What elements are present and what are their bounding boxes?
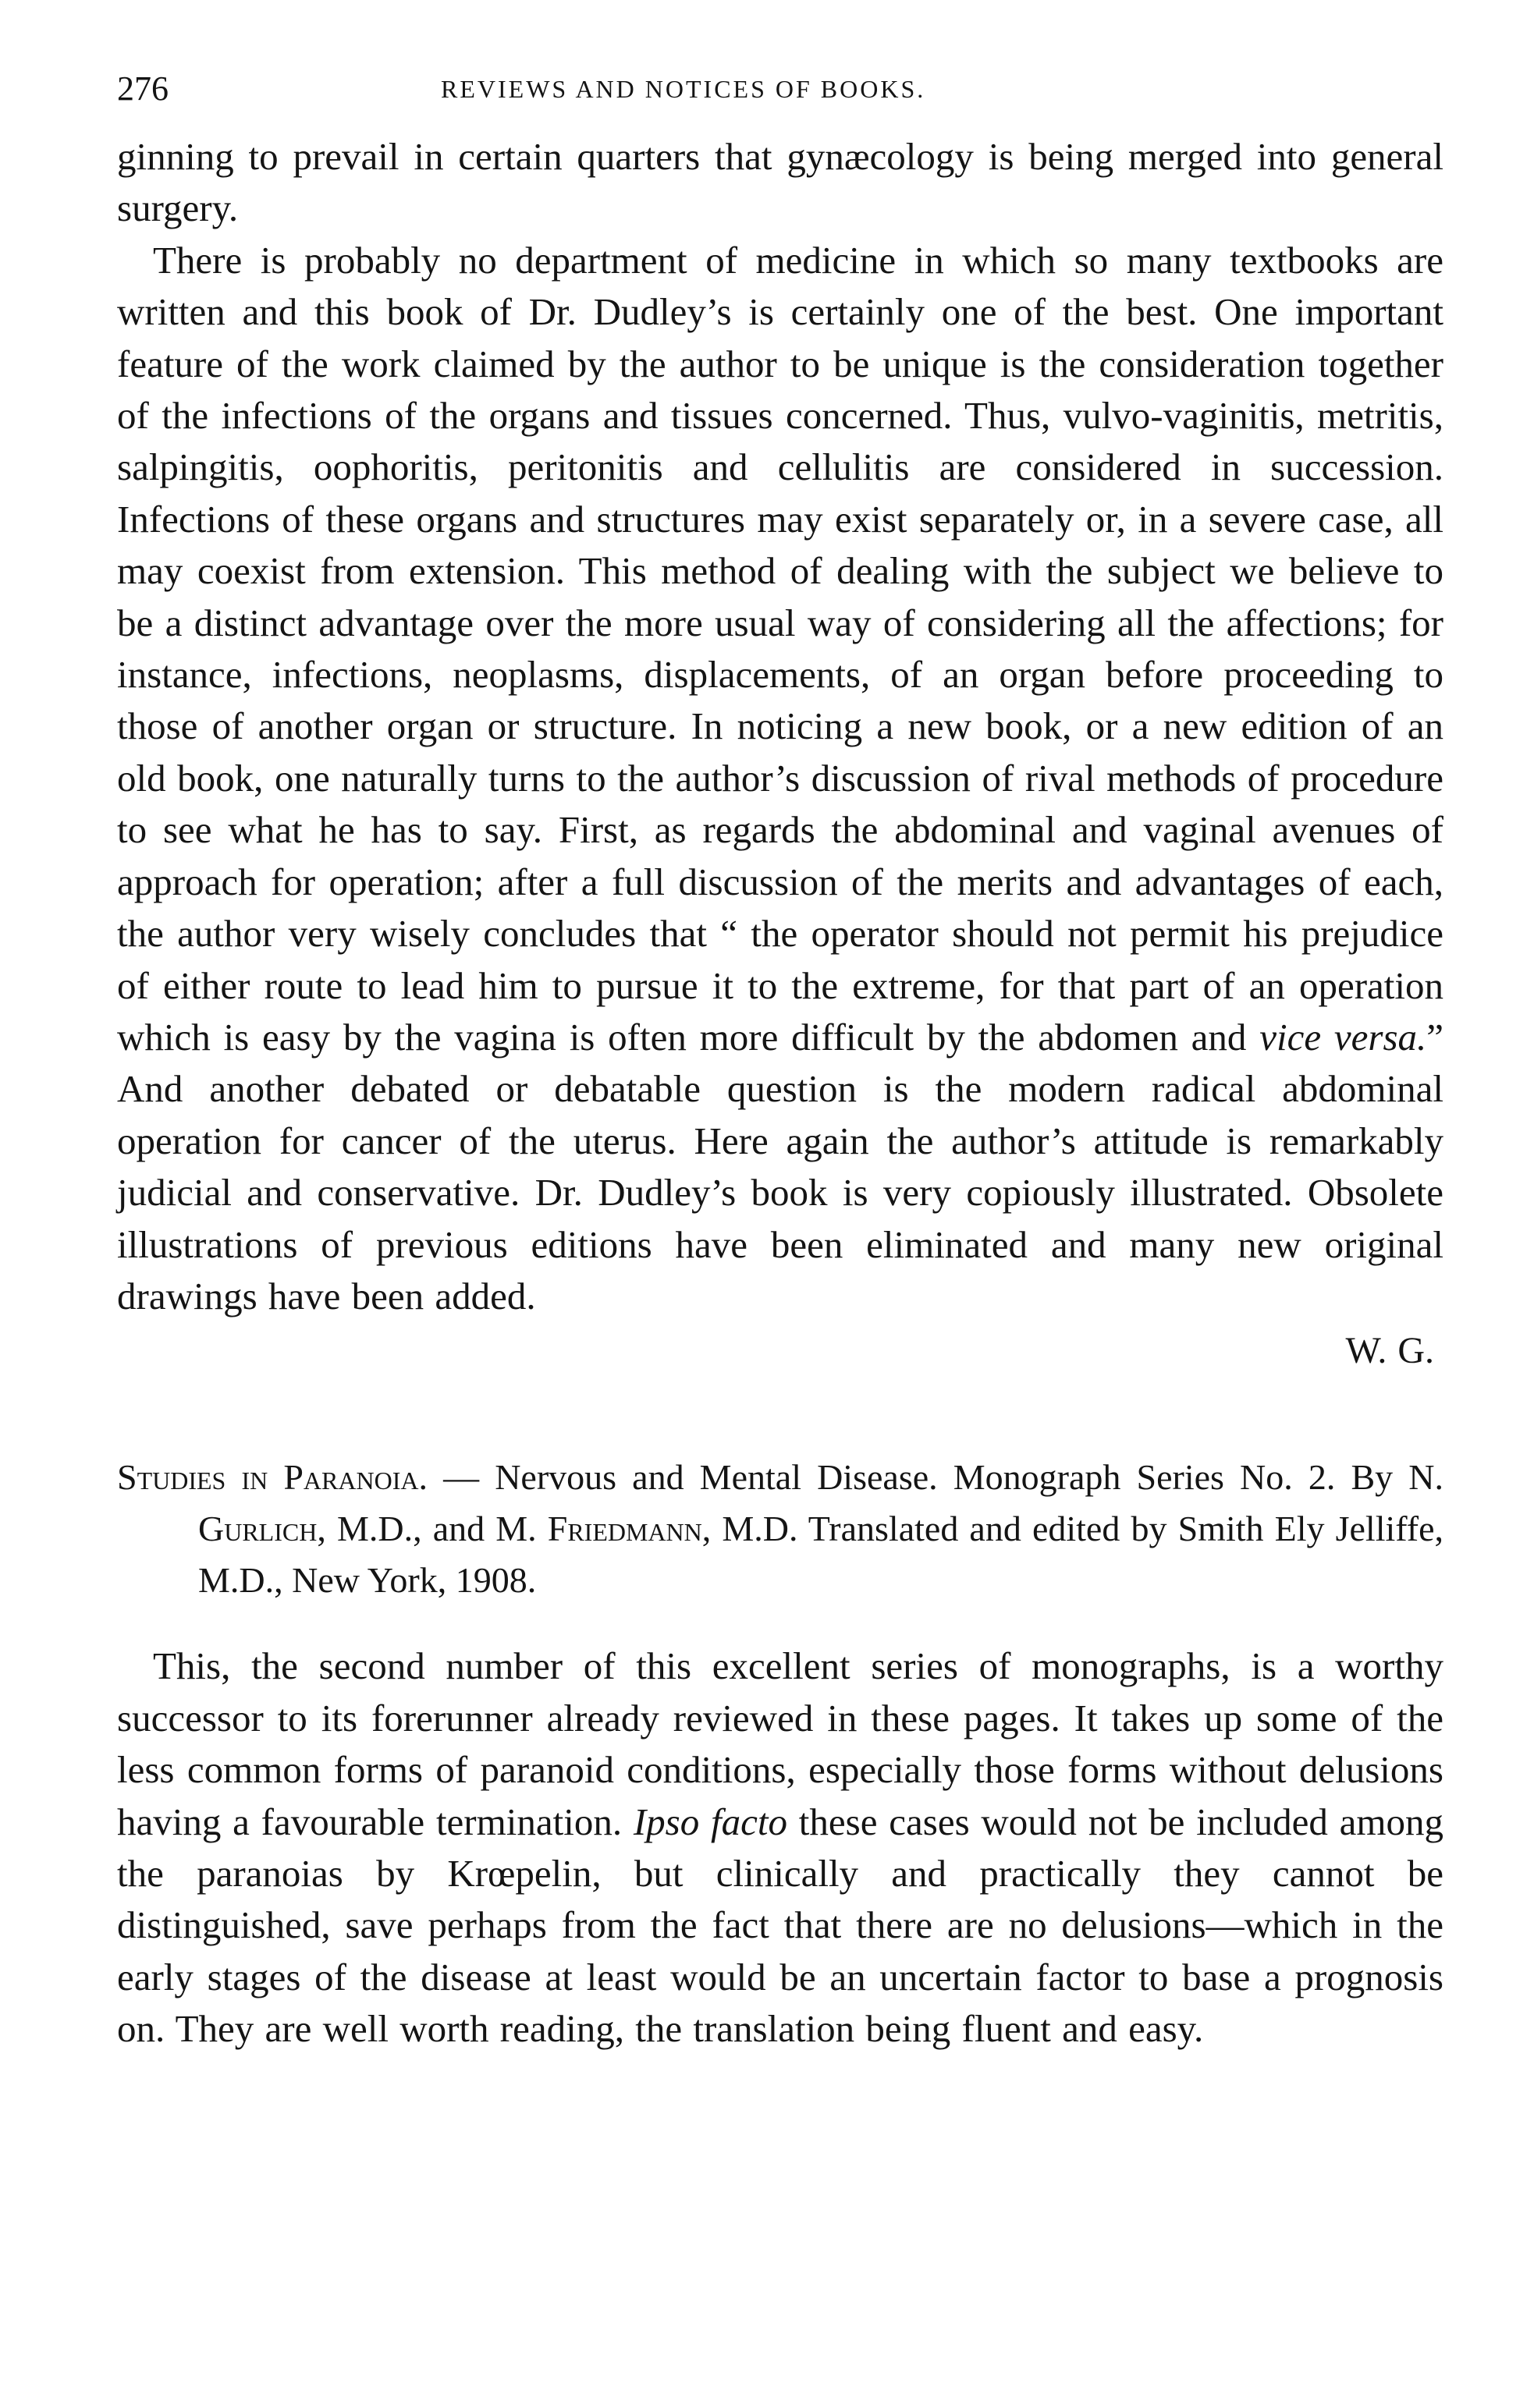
- book-page: [117, 69, 1443, 2055]
- book-title: Studies in Paranoia.: [117, 1457, 428, 1498]
- running-title: REVIEWS AND NOTICES OF BOOKS.: [441, 75, 926, 103]
- body-paragraph: [117, 1640, 1443, 2055]
- paragraph-text-end: ” And another debated or debatable question is the modern radical abdominal operation for cancer of the uterus. Here again the author’s attitude is remarkably judicial and conservative. Dr. Dudley’s book is very copiously illustrated. Obsolete illustrations of previous editions have been eliminated and many new original drawings have been added.: [117, 1015, 1444, 1317]
- paragraph-text: This, the second number of this excellent series of monographs, is a worthy successor to its forerunner already reviewed in these pages. It takes up some of the less common forms of paranoid conditions, especially those forms without delusions having a favourable termination.: [117, 1644, 1443, 1843]
- heading-text: , M.D., and: [317, 1509, 496, 1549]
- author-name: M. Friedmann: [495, 1509, 702, 1549]
- review-dudley: [117, 131, 1443, 1377]
- review-paranoia: [117, 1640, 1443, 2055]
- review-heading: [117, 1452, 1443, 1606]
- italic-phrase: vice versa.: [1259, 1015, 1427, 1059]
- paragraph-text-end: these cases would not be included among the paranoias by Krœpelin, but clinically and practically they cannot be distinguished, save perhaps from the fact that there are no delusions—which in the early stages of the disease at least would be an uncertain factor to base a prognosis on. They are well worth reading, the translation being fluent and easy.: [117, 1800, 1443, 2051]
- author-name: N. Gurlich: [198, 1457, 1443, 1549]
- paragraph-text: There is probably no department of medicine in which so many textbooks are written and this book of Dr. Dudley’s is certainly one of the best. One important feature of the work claimed by the author to be unique is the consideration together of the infections of the organs and tissues concerned. Thus, vulvo-vaginitis, metritis, salpingitis, oophoritis, peritonitis and cellulitis are considered in succession. Infections of these organs and structures may exist separately or, in a severe case, all may coexist from extension. This method of dealing with the subject we believe to be a distinct advantage over the more usual way of considering all the affections; for instance, infections, neoplasms, displacements, of an organ before proceeding to those of another organ or structure. In noticing a new book, or a new edition of an old book, one naturally turns to the author’s discussion of rival methods of procedure to see what he has to say. First, as regards the abdominal and vaginal avenues of approach for operation; after a full discussion of the merits and advantages of each, the author very wisely concludes that “ the operator should not permit his prejudice of either route to lead him to pursue it to the extreme, for that part of an operation which is easy by the vagina is often more difficult by the abdomen and: [117, 238, 1443, 1059]
- running-head: [117, 69, 1443, 131]
- body-paragraph: [117, 235, 1443, 1323]
- continued-paragraph: ginning to prevail in certain quarters that gynæcology is being merged into general surgery.: [117, 135, 1443, 230]
- page-number: 276: [117, 69, 169, 108]
- heading-text: — Nervous and Mental Disease. Monograph Series No. 2. By: [427, 1457, 1409, 1498]
- italic-phrase: Ipso facto: [633, 1800, 788, 1843]
- reviewer-signature: W. G.: [1345, 1330, 1434, 1372]
- heading-text: , M.D. Translated and edited by Smith Ely Jelliffe, M.D., New York, 1908.: [198, 1509, 1443, 1601]
